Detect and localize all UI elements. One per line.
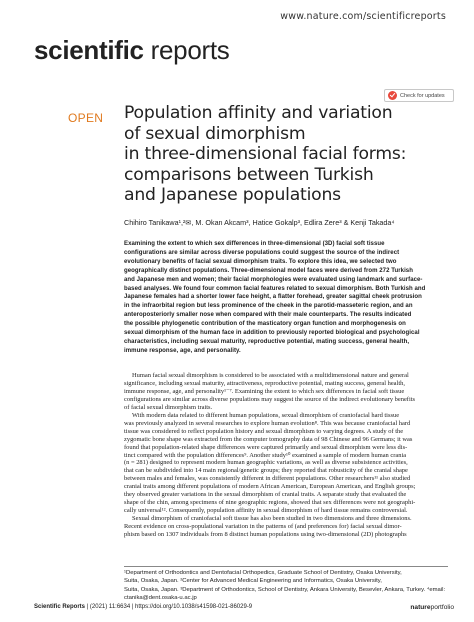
- abstract-line: characteristics, including sexual maturity, reproductive potential, mating success, general health,: [124, 338, 410, 345]
- abstract-line: Examining the extent to which sex differences in three-dimensional (3D) facial soft tissue: [124, 241, 385, 247]
- body-line: Recent evidence on cross-populational variation in the patterns of (and preferences for) facial sexual dimor-: [124, 523, 402, 531]
- abstract-line: the possible phylogenetic contribution of the masticatory organ function and morphogenesis on: [124, 321, 406, 328]
- body-line: cranial traits among different populations of modern African American, European American, and English groups;: [124, 483, 416, 491]
- body-line: they observed greater variations in the sexual dimorphism of cranial traits. A separate study that evaluated the: [124, 491, 407, 499]
- check-for-updates-button[interactable]: [384, 89, 454, 102]
- url-bar: [0, 0, 474, 30]
- abstract-line: configurations are similar across diverse populations could suggest the source of the indirect: [124, 249, 400, 256]
- abstract-line: based analyses. We found four common facial features related to sexual dimorphism. Both Turkish and: [124, 285, 426, 292]
- body-line: With modern data related to different human populations, sexual dimorphism of craniofacial hard tissue: [132, 411, 400, 419]
- body-line: cally universal¹². Consequently, population affinity in sexual dimorphism of hard tissue remains controversial.: [124, 507, 408, 515]
- body-line: found that population-related shape differences were captured primarily and sexual dimorphism were less dis-: [124, 443, 408, 451]
- body-line: immune response, age, and personality¹⁻⁷. Examining the extent to which sex differences in facial soft tissue: [124, 387, 405, 395]
- body-text: [124, 372, 448, 539]
- body-line: zygomatic bone shape was extracted from the computer tomography data of 98 Chinese and 96 Germans; it was: [124, 435, 413, 443]
- body-line: tissue was considered to reflect population history and sexual dimorphism to varying degrees. A study of the: [124, 427, 404, 435]
- abstract-line: Japanese females had a shorter lower face height, a flatter forehead, greater sagittal cheek protrusion: [124, 294, 422, 301]
- abstract-line: sexual dimorphism of the human face in addition to previously reported biological and psychological: [124, 330, 420, 337]
- footer-citation: [34, 604, 252, 610]
- body-line: between males and females, was consistently different in different populations. Other researchers¹¹ also studied: [124, 475, 411, 483]
- footer-journal: Scientific Reports: [34, 604, 86, 610]
- body-line: Sexual dimorphism of craniofacial soft tissue has also been studied in two dimensions and three dimensions.: [132, 515, 412, 523]
- abstract-line: evolutionary benefits of facial sexual dimorphism traits. To explore this idea, we selected two: [124, 258, 397, 265]
- body-line: was previously analyzed in several researches to explore human evolution⁸. This was because craniofacial hard: [124, 419, 411, 427]
- title-line: Population affinity and variation: [124, 103, 393, 123]
- journal-masthead: [34, 36, 229, 64]
- abstract-line: anteroposteriorly smaller nose when compared with their male counterparts. The results indicated: [124, 312, 412, 319]
- affiliation-line: Suita, Osaka, Japan. ³Department of Orthodontics, School of Dentistry, Ankara University, Besevler, Ankara, Turkey. ⁴email:: [124, 586, 446, 593]
- author-list: Chihiro Tanikawa¹,²✉, M. Okan Akcam³, Hatice Gokalp³, Edlira Zere³ & Kenji Takada⁴: [124, 218, 395, 227]
- body-line: that can be subdivided into 14 main regional/genetic groups; they reported that robusticity of the cranial shape: [124, 467, 408, 475]
- publisher-bold: nature: [410, 604, 431, 611]
- title-line: and Japanese populations: [124, 185, 341, 206]
- masthead-light: reports: [143, 35, 230, 65]
- affiliation-line: ¹Department of Orthodontics and Dentofacial Orthopedics, Graduate School of Dentistry, Osaka University,: [124, 570, 402, 576]
- title-line: in three-dimensional facial forms:: [124, 144, 407, 165]
- title-line: of sexual dimorphism: [124, 123, 306, 144]
- title-line: comparisons between Turkish: [124, 164, 374, 185]
- footer-doi[interactable]: | (2021) 11:6634 | https://doi.org/10.1038/s41598-021-86029-9: [86, 604, 253, 610]
- body-line: phism based on 1307 individuals from 8 distinct human populations using two-dimensional (2D) photographs: [124, 531, 407, 539]
- abstract-line: immune response, age, and personality.: [124, 347, 241, 354]
- check-updates-label: Check for updates: [400, 92, 445, 99]
- abstract: [124, 240, 446, 356]
- affiliations: [124, 569, 448, 603]
- affiliation-email[interactable]: ctanika@dent.osaka-u.ac.jp: [124, 595, 197, 602]
- publisher-logo: [410, 604, 454, 611]
- body-line: Human facial sexual dimorphism is considered to be associated with a multidimensional nature and general: [132, 372, 409, 379]
- check-updates-icon: [388, 91, 397, 100]
- body-line: of facial sexual dimorphism traits.: [124, 403, 213, 411]
- affiliation-line: Suita, Osaka, Japan. ²Center for Advanced Medical Engineering and Informatics, Osaka University,: [124, 578, 382, 585]
- article-title: [124, 103, 454, 206]
- body-line: (n = 281) designed to represent modern human geographic variations, as well as diverse subsistence activities,: [124, 459, 408, 467]
- publisher-light: portfolio: [430, 604, 454, 611]
- abstract-line: in the infraorbital region but less prominence of the cheek in the parotid-masseteric region, and an: [124, 303, 413, 310]
- body-line: significance, including sexual maturity, attractiveness, reproductive potential, mating success, general health,: [124, 379, 405, 387]
- body-line: shape of the chin, among specimens of nine geographic regions, showed that sex differences were not geographi-: [124, 499, 416, 507]
- masthead-bold: scientific: [34, 35, 144, 65]
- body-line: tinct compared with the population differences⁹. Another study¹⁰ examined a sample of modern human crania: [124, 451, 407, 459]
- journal-url[interactable]: www.nature.com/scientificreports: [280, 11, 446, 22]
- open-access-badge: OPEN: [68, 111, 104, 125]
- body-line: configurations are similar across diverse populations may suggest the source of the indirect evolutionary benefits: [124, 395, 416, 403]
- affiliation-divider: [124, 566, 448, 567]
- page-footer: [0, 602, 474, 622]
- abstract-line: geographically distinct populations. Three-dimensional model faces were derived from 272 Turkish: [124, 267, 413, 274]
- abstract-line: and Japanese men and women; their facial morphologies were evaluated using landmark and surface-: [124, 276, 423, 283]
